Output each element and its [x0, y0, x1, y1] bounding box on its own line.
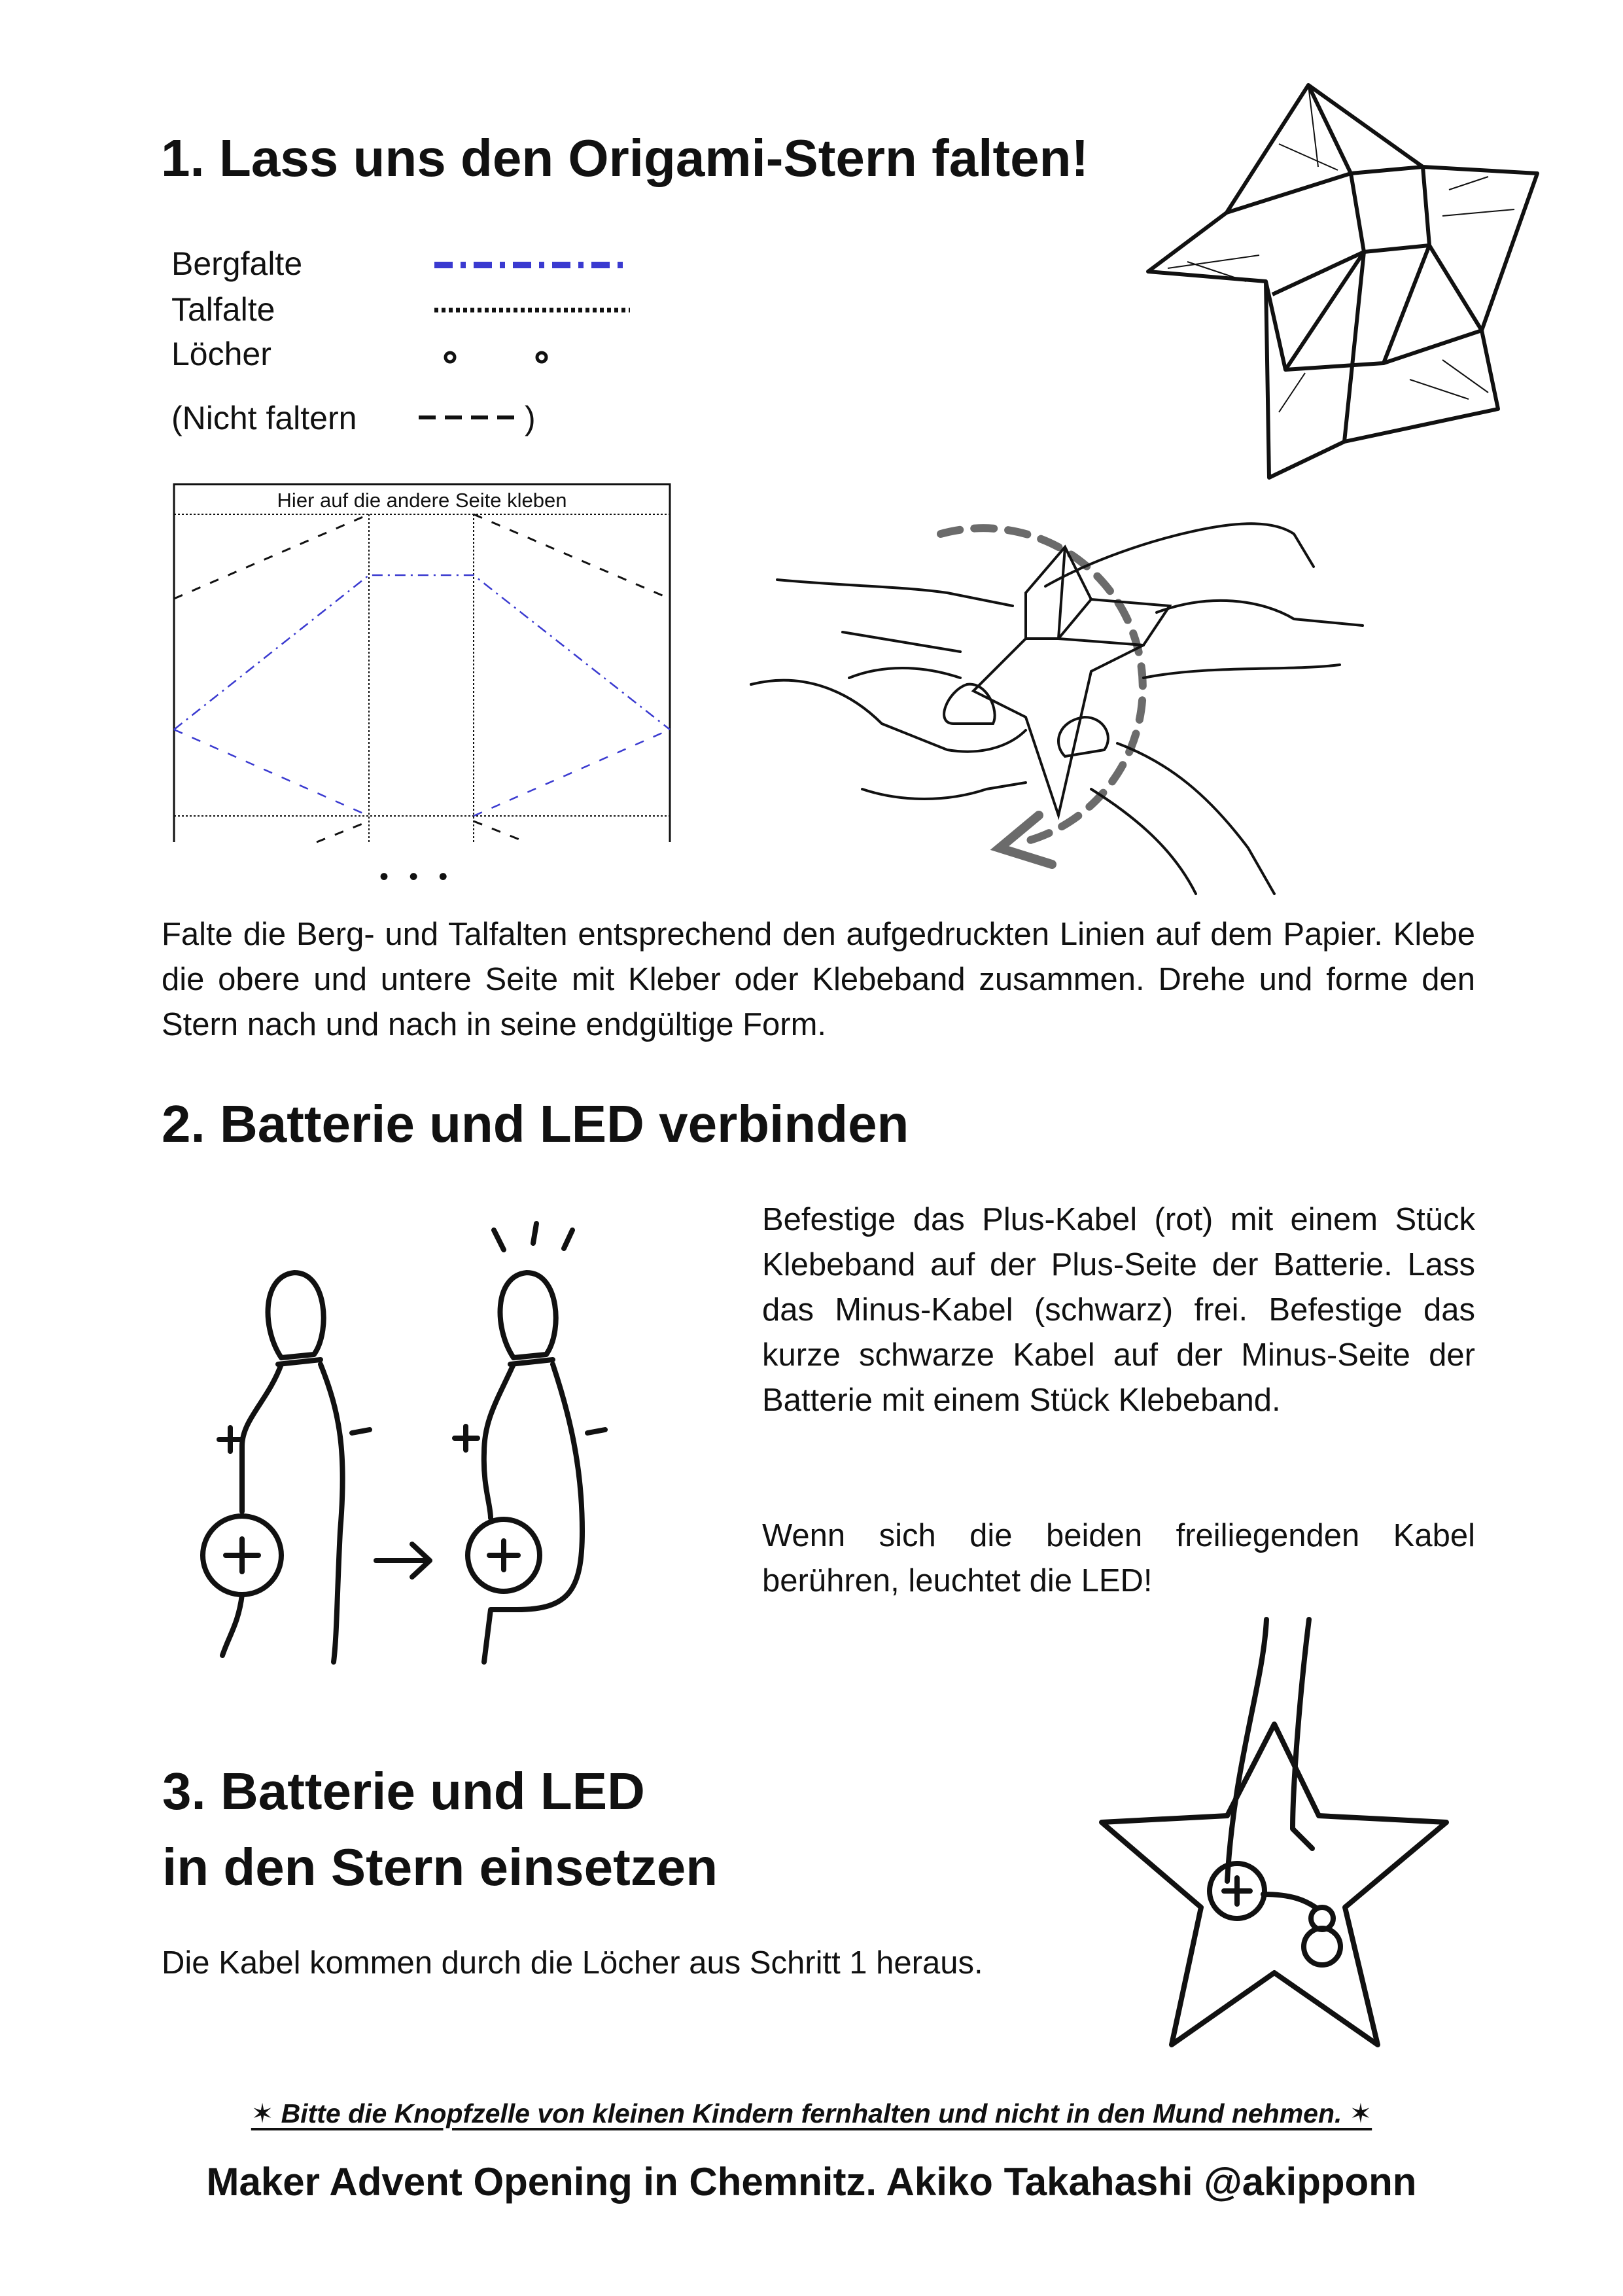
section1-instructions: Falte die Berg- und Talfalten entsprechend den aufgedruckten Linien auf dem Papier. Klebe die obere und untere Seite mit Kleber oder Klebeband zusammen. Drehe und forme den Stern nach und nach in seine endgültige Form.	[162, 917, 1475, 1042]
section3-heading-line2: in den Stern einsetzen	[162, 1838, 718, 1896]
light-rays-icon	[494, 1224, 572, 1250]
hands-folding-illustration	[751, 508, 1363, 897]
legend-label-holes: Löcher	[171, 336, 271, 372]
continuation-dots: • • •	[379, 862, 455, 891]
arrow-right-icon	[376, 1544, 430, 1577]
legend-label-do-not-fold: (Nicht faltern	[171, 400, 357, 436]
star-with-battery-illustration	[1096, 1619, 1453, 2051]
origami-star-illustration	[1148, 85, 1541, 481]
section3-heading-line1: 3. Batterie und LED	[162, 1762, 645, 1820]
star-outline	[1102, 1724, 1446, 2045]
legend-label-do-not-fold-close: )	[525, 400, 536, 436]
footer-credit: Maker Advent Opening in Chemnitz. Akiko Takahashi @akipponn	[206, 2160, 1417, 2204]
section1-heading: 1. Lass uns den Origami-Stern falten!	[161, 129, 1089, 187]
section2-instructions-1: Befestige das Plus-Kabel (rot) mit einem Stück Klebeband auf der Plus-Seite der Batterie. Lass das Minus-Kabel (schwarz) frei. Befestige das kurze schwarze Kabel auf der Minus-Seite der Batterie mit einem Stück Klebeband.	[762, 1202, 1475, 1418]
section3-instructions: Die Kabel kommen durch die Löcher aus Schritt 1 heraus.	[162, 1945, 983, 1981]
safety-warning: ✶ Bitte die Knopfzelle von kleinen Kindern fernhalten und nicht in den Mund nehmen. ✶	[251, 2098, 1372, 2128]
section2-heading: 2. Batterie und LED verbinden	[162, 1095, 909, 1153]
battery-led-illustration	[190, 1204, 635, 1675]
section2-instructions-2: Wenn sich die beiden freiliegenden Kabel berühren, leuchtet die LED!	[762, 1518, 1475, 1598]
led-icon	[1304, 1928, 1340, 1965]
arrow-head-icon	[1000, 815, 1052, 864]
diagram-caption: Hier auf die andere Seite kleben	[277, 489, 567, 512]
led-icon	[268, 1273, 324, 1358]
legend-label-mountain-fold: Bergfalte	[171, 245, 303, 282]
led-icon	[500, 1273, 556, 1358]
legend-label-valley-fold: Talfalte	[171, 291, 275, 328]
